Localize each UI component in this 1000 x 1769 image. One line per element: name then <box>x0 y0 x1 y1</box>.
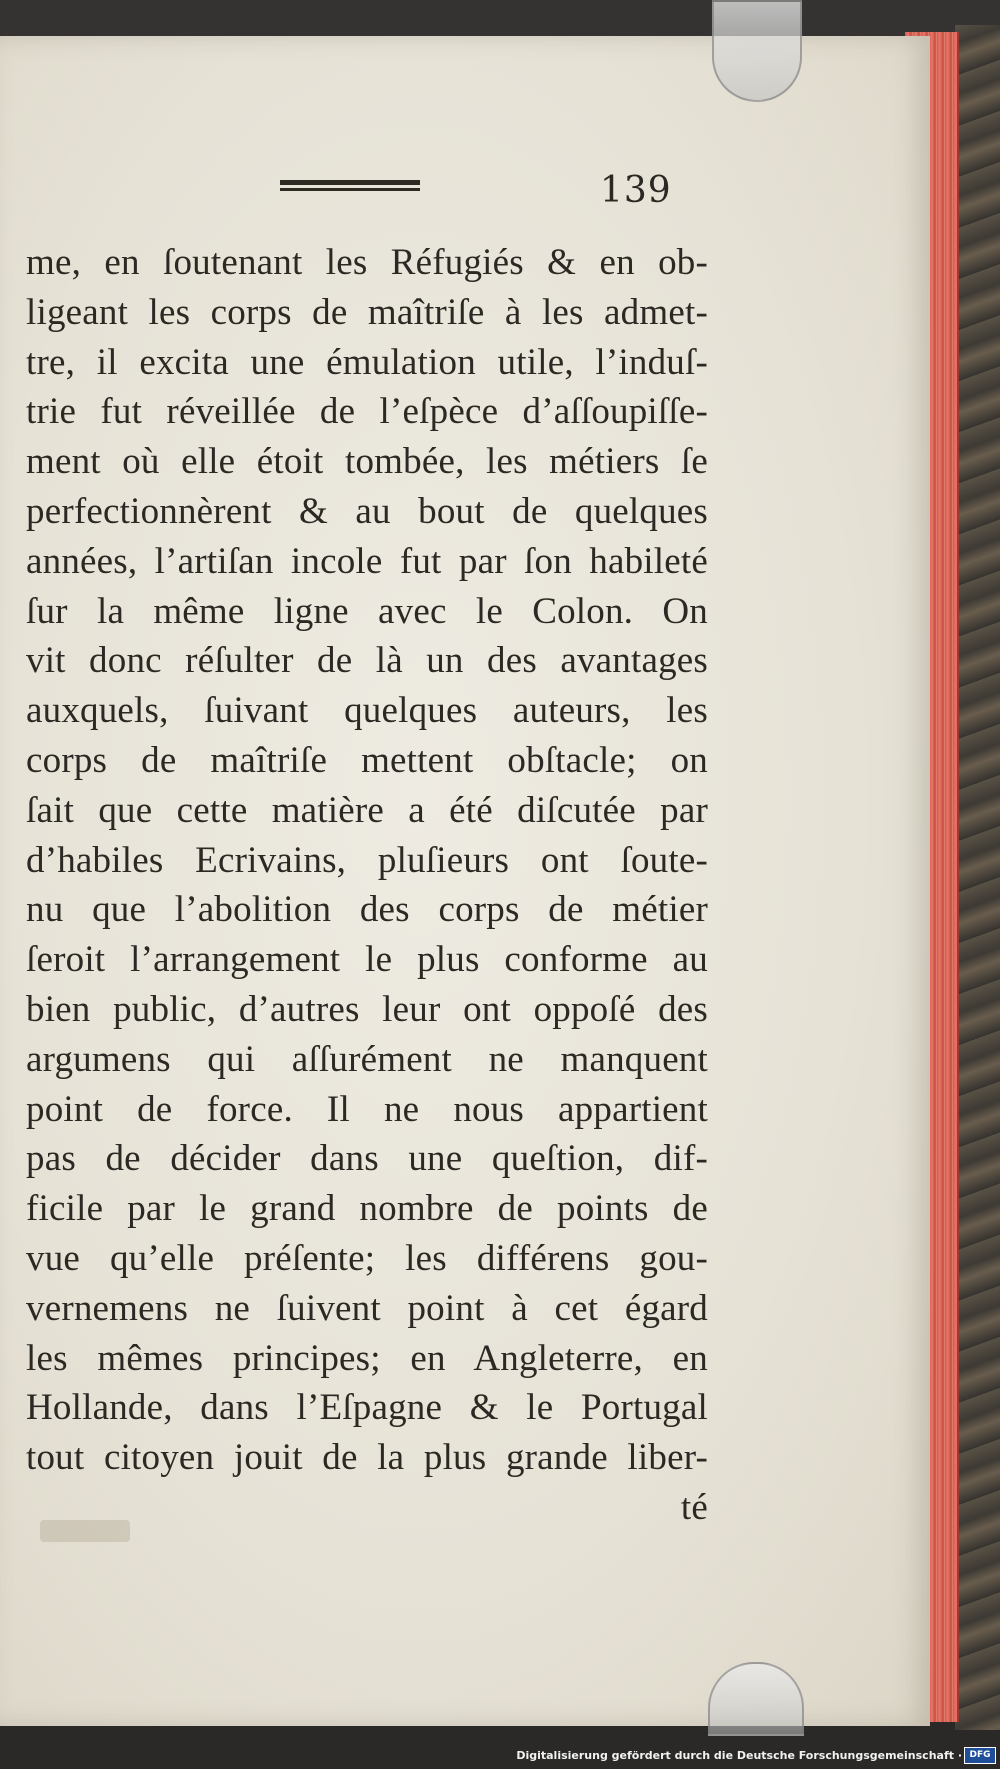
text-line: ment où elle étoit tombée, les métiers ſe <box>26 441 708 483</box>
catchword: té <box>680 1486 708 1528</box>
text-line: corps de maîtriſe mettent obſtacle; on <box>26 739 708 781</box>
text-line: nu que l’abolition des corps de métier <box>26 889 708 931</box>
dfg-logo: DFG <box>964 1747 996 1764</box>
text-line: pas de décider dans une queſtion, dif- <box>26 1138 708 1180</box>
text-line: point de force. Il ne nous appartient <box>26 1088 708 1130</box>
book-binding-board <box>955 25 1000 1730</box>
text-line: ligeant les corps de maîtriſe à les admet- <box>26 291 708 333</box>
header-rule-bar <box>280 188 420 191</box>
digitization-credit: Digitalisierung gefördert durch die Deutsche Forschungsgemeinschaft · <box>516 1749 962 1762</box>
page-text <box>26 238 708 1533</box>
text-line: bien public, d’autres leur ont oppoſé des <box>26 988 708 1030</box>
text-line: tre, il excita une émulation utile, l’induſ- <box>26 341 708 383</box>
text-line: me, en ſoutenant les Réfugiés & en ob- <box>26 242 708 283</box>
text-line: argumens qui aſſurément ne manquent <box>26 1038 708 1080</box>
text-line: ſeroit l’arrangement le plus conforme au <box>26 939 708 981</box>
text-line: vernemens ne ſuivent point à cet égard <box>26 1287 708 1329</box>
header-ornament-rule <box>280 180 420 194</box>
faint-stain <box>40 1520 130 1542</box>
text-line: années, l’artiſan incole fut par ſon habileté <box>26 540 708 582</box>
text-line: Hollande, dans l’Eſpagne & le Portugal <box>26 1387 708 1429</box>
text-line: trie fut réveillée de l’eſpèce d’aſſoupiſſe- <box>26 391 708 433</box>
text-line: vit donc réſulter de là un des avantages <box>26 640 708 682</box>
text-line: vue qu’elle préſente; les différens gou- <box>26 1237 708 1279</box>
text-line: auxquels, ſuivant quelques auteurs, les <box>26 690 708 732</box>
text-line: les mêmes principes; en Angleterre, en <box>26 1337 708 1379</box>
page-clip-top <box>712 0 802 102</box>
text-line: perfectionnèrent & au bout de quelques <box>26 490 708 532</box>
header-rule-bar <box>280 180 420 185</box>
text-line: ſur la même ligne avec le Colon. On <box>26 590 708 632</box>
text-line: tout citoyen jouit de la plus grande liber- <box>26 1437 708 1479</box>
text-line: ſait que cette matière a été diſcutée par <box>26 789 708 831</box>
page-number: 139 <box>600 170 672 211</box>
text-line: ficile par le grand nombre de points de <box>26 1188 708 1230</box>
text-line: d’habiles Ecrivains, pluſieurs ont ſoute- <box>26 839 708 881</box>
